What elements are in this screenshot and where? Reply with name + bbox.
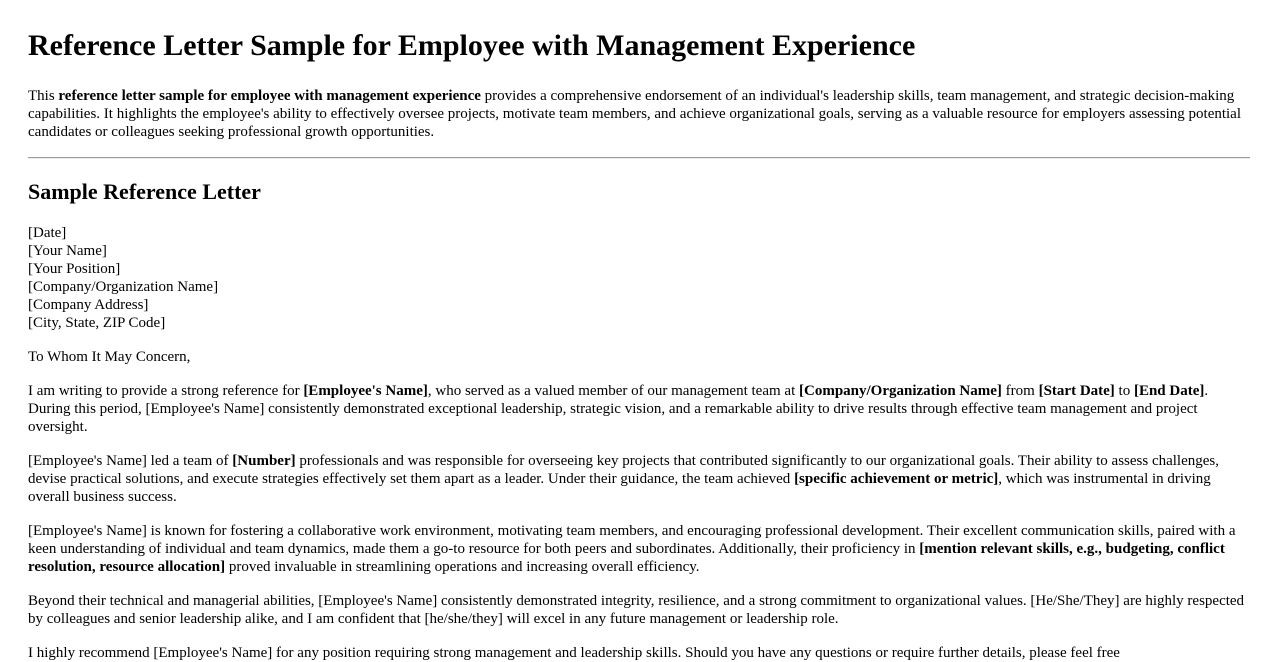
section-heading: Sample Reference Letter — [28, 179, 261, 204]
address-block — [28, 224, 1250, 332]
text: [Employee's Name] led a team of — [28, 453, 233, 469]
address-line-company: [Company/Organization Name] — [28, 279, 219, 295]
text: , which was instrumental in driving overall business success. — [28, 471, 1211, 505]
placeholder-achievement: [specific achievement or metric] — [794, 471, 999, 487]
letter-paragraph-1 — [28, 382, 1250, 436]
text: [Employee's Name] is known for fostering a collaborative work environment, motivating team members, and encouraging professional development. Their excellent communication skills, paired with a keen understanding of individual and team dynamics, made them a go-to resource for both peers and subordinates. Additionally, their proficiency in — [28, 523, 1236, 557]
address-line-company-address: [Company Address] — [28, 297, 149, 313]
text: , who served as a valued member of our management team at — [427, 383, 799, 399]
address-line-position: [Your Position] — [28, 261, 121, 277]
letter-paragraph-3 — [28, 522, 1250, 576]
intro-paragraph — [28, 87, 1250, 141]
placeholder-number: [Number] — [232, 453, 296, 469]
address-line-name: [Your Name] — [28, 243, 107, 259]
text: to — [1114, 383, 1134, 399]
placeholder-company-name: [Company/Organization Name] — [799, 383, 1002, 399]
divider — [28, 157, 1250, 159]
placeholder-start-date: [Start Date] — [1038, 383, 1115, 399]
placeholder-end-date: [End Date] — [1133, 383, 1205, 399]
intro-suffix: provides a comprehensive endorsement of an individual's leadership skills, team management, and strategic decision-making capabilities. It highlights the employee's ability to effectively oversee projects, motivate team members, and achieve organizational goals, serving as a valuable resource for employers assessing potential candidates or colleagues seeking professional growth opportunities. — [28, 88, 1242, 140]
letter-paragraph-5: I highly recommend [Employee's Name] for any position requiring strong management and leadership skills. Should you have any questions or require further details, please feel free — [28, 645, 1120, 661]
address-line-city: [City, State, ZIP Code] — [28, 315, 166, 331]
text: proved invaluable in streamlining operations and increasing overall efficiency. — [225, 559, 700, 575]
text: I am writing to provide a strong reference for — [28, 383, 304, 399]
letter-paragraph-2 — [28, 452, 1250, 506]
letter-paragraph-4: Beyond their technical and managerial abilities, [Employee's Name] consistently demonstrated integrity, resilience, and a strong commitment to organizational values. [He/She/They] are highly respected by colleagues and senior leadership alike, and I am confident that [he/she/they] will excel in any future management or leadership role. — [28, 593, 1245, 627]
intro-bold-phrase: reference letter sample for employee with management experience — [58, 88, 481, 104]
placeholder-skills: [mention relevant skills, e.g., budgeting, conflict resolution, resource allocation] — [28, 541, 1225, 575]
address-line-date: [Date] — [28, 225, 67, 241]
intro-prefix: This — [28, 88, 59, 104]
placeholder-employee-name: [Employee's Name] — [303, 383, 428, 399]
salutation: To Whom It May Concern, — [28, 349, 191, 365]
page-title: Reference Letter Sample for Employee with Management Experience — [28, 29, 916, 62]
text: from — [1001, 383, 1039, 399]
text: . During this period, [Employee's Name] consistently demonstrated exceptional leadership, strategic vision, and a remarkable ability to drive results through effective team management and project oversight. — [28, 383, 1209, 435]
text: professionals and was responsible for overseeing key projects that contributed significantly to our organizational goals. Their ability to assess challenges, devise practical solutions, and execute strategies effectively set them apart as a leader. Under their guidance, the team achieved — [28, 453, 1220, 487]
